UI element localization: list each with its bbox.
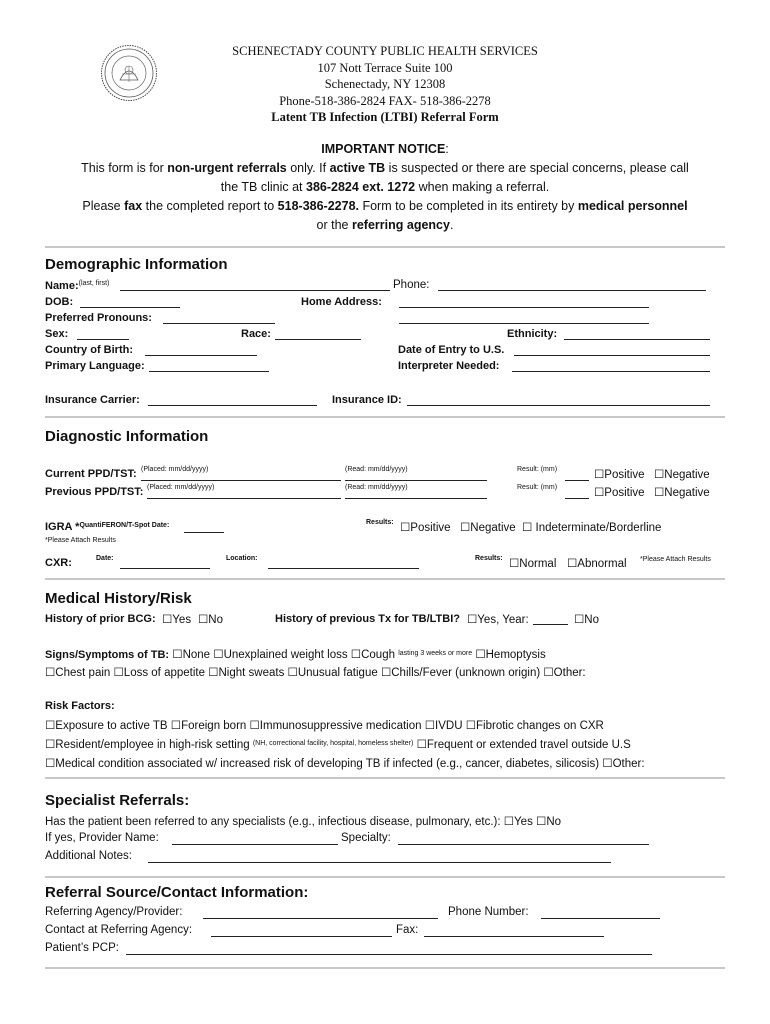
interpreter-field[interactable] — [512, 371, 710, 372]
language-label: Primary Language: — [45, 360, 145, 372]
specialist-question[interactable]: Has the patient been referred to any specialists (e.g., infectious disease, pulmonary, etc.): ☐Yes ☐No — [45, 816, 562, 828]
igra-negative-checkbox[interactable]: ☐Negative — [460, 522, 516, 534]
notice-line-4: or the referring agency. — [316, 218, 454, 232]
current-ppd-label: Current PPD/TST: — [45, 468, 137, 480]
current-negative-checkbox[interactable]: ☐Negative — [654, 469, 710, 481]
previous-read-field[interactable] — [345, 498, 487, 499]
name-field[interactable] — [120, 290, 390, 291]
name-label: Name:$^{(last, first)}$ — [45, 280, 110, 292]
notice-line-3: Please fax the completed report to 518-386-2278. Form to be completed in its entirety by medical personnel — [82, 199, 688, 213]
cxr-attach-note: *Please Attach Results — [640, 556, 711, 563]
signs-line-1: Signs/Symptoms of TB: ☐None ☐Unexplained weight loss ☐Cough $^{lasting 3 weeks or more}$ ☐Hemoptysis — [45, 649, 546, 661]
referring-agency-label: Referring Agency/Provider: — [45, 906, 183, 918]
current-positive-checkbox[interactable]: ☐Positive — [594, 469, 645, 481]
header-org: SCHENECTADY COUNTY PUBLIC HEALTH SERVICES — [232, 44, 538, 58]
tx-yes-checkbox[interactable]: ☐Yes, Year: — [467, 614, 529, 626]
dob-label: DOB: — [45, 296, 74, 308]
phone-field[interactable] — [438, 290, 706, 291]
current-read-hint: (Read: mm/dd/yyyy) — [345, 466, 408, 473]
section-title-medical: Medical History/Risk — [45, 590, 192, 607]
form-title: Latent TB Infection (LTBI) Referral Form — [271, 110, 499, 124]
provider-name-label: If yes, Provider Name: — [45, 832, 159, 844]
header-phone-fax: Phone-518-386-2824 FAX- 518-386-2278 — [279, 94, 491, 108]
insurance-carrier-label: Insurance Carrier: — [45, 394, 140, 406]
section-divider — [45, 777, 725, 779]
cxr-date-label: Date: — [96, 555, 114, 562]
cxr-date-field[interactable] — [120, 568, 210, 569]
entry-date-label: Date of Entry to U.S. — [398, 344, 505, 356]
prev-tx-label: History of previous Tx for TB/LTBI? — [275, 613, 460, 625]
tx-year-field[interactable] — [533, 624, 568, 625]
cxr-normal-checkbox[interactable]: ☐Normal — [509, 558, 557, 570]
igra-label: IGRA *$^{QuantiFERON/T-Spot Date:}$ — [45, 521, 170, 533]
igra-attach-note: *Please Attach Results — [45, 537, 116, 544]
risk-line-2[interactable]: ☐Resident/employee in high-risk setting $^{(NH, correctional facility, hospital, homeless shelter)}$ ☐Frequent or extended travel outside U.S — [45, 739, 631, 751]
previous-positive-checkbox[interactable]: ☐Positive — [594, 487, 645, 499]
race-field[interactable] — [275, 339, 361, 340]
previous-read-hint: (Read: mm/dd/yyyy) — [345, 484, 408, 491]
phone-number-field[interactable] — [541, 918, 660, 919]
previous-negative-checkbox[interactable]: ☐Negative — [654, 487, 710, 499]
referring-agency-field[interactable] — [203, 918, 438, 919]
tx-no-checkbox[interactable]: ☐No — [574, 614, 600, 626]
notes-label: Additional Notes: — [45, 850, 132, 862]
cxr-location-label: Location: — [226, 555, 258, 562]
pcp-label: Patient’s PCP: — [45, 942, 119, 954]
notes-field[interactable] — [148, 862, 611, 863]
ethnicity-field[interactable] — [564, 339, 710, 340]
notice-line-1: This form is for non-urgent referrals only. If active TB is suspected or there are special concerns, please call — [81, 161, 689, 175]
current-read-field[interactable] — [345, 480, 487, 481]
race-label: Race: — [241, 328, 271, 340]
igra-indeterminate-checkbox[interactable]: ☐ Indeterminate/Borderline — [522, 522, 662, 534]
sex-field[interactable] — [77, 339, 129, 340]
risk-line-1[interactable]: ☐Exposure to active TB ☐Foreign born ☐Immunosuppressive medication ☐IVDU ☐Fibrotic changes on CXR — [45, 720, 604, 732]
previous-placed-hint: (Placed: mm/dd/yyyy) — [147, 484, 215, 491]
current-result-field[interactable] — [565, 480, 589, 481]
cxr-location-field[interactable] — [268, 568, 419, 569]
dob-field[interactable] — [80, 307, 180, 308]
section-title-diagnostic: Diagnostic Information — [45, 428, 209, 445]
interpreter-label: Interpreter Needed: — [398, 360, 500, 372]
phone-label: Phone: — [393, 279, 430, 291]
insurance-id-field[interactable] — [407, 405, 710, 406]
section-divider — [45, 876, 725, 878]
insurance-carrier-field[interactable] — [148, 405, 317, 406]
current-result-hint: Result: (mm) — [517, 466, 558, 473]
contact-field[interactable] — [211, 936, 392, 937]
igra-date-field[interactable] — [184, 532, 224, 533]
cxr-results-label: Results: — [475, 555, 503, 562]
cxr-abnormal-checkbox[interactable]: ☐Abnormal — [567, 558, 627, 570]
section-title-referral: Referral Source/Contact Information: — [45, 884, 309, 901]
pronouns-label: Preferred Pronouns: — [45, 312, 152, 324]
fax-field[interactable] — [424, 936, 604, 937]
contact-label: Contact at Referring Agency: — [45, 924, 193, 936]
risk-line-3[interactable]: ☐Medical condition associated w/ increased risk of developing TB if infected (e.g., cancer, diabetes, silicosis) ☐Other: — [45, 758, 645, 770]
notice-title: IMPORTANT NOTICE: — [321, 142, 449, 156]
notice-line-2: the TB clinic at 386-2824 ext. 1272 when making a referral. — [220, 180, 550, 194]
section-divider — [45, 416, 725, 418]
current-placed-hint: (Placed: mm/dd/yyyy) — [141, 466, 209, 473]
pronouns-field[interactable] — [163, 323, 275, 324]
specialty-label: Specialty: — [341, 832, 391, 844]
provider-name-field[interactable] — [172, 844, 338, 845]
signs-line-2[interactable]: ☐Chest pain ☐Loss of appetite ☐Night sweats ☐Unusual fatigue ☐Chills/Fever (unknown origin) ☐Other: — [45, 667, 586, 679]
home-address-field-2[interactable] — [399, 323, 649, 324]
bcg-label: History of prior BCG: — [45, 613, 156, 625]
section-divider — [45, 246, 725, 248]
entry-date-field[interactable] — [514, 355, 710, 356]
igra-results-label: Results: — [366, 519, 394, 526]
risk-label: Risk Factors: — [45, 700, 115, 712]
country-field[interactable] — [145, 355, 257, 356]
section-title-specialist: Specialist Referrals: — [45, 792, 190, 809]
specialty-field[interactable] — [398, 844, 649, 845]
previous-result-field[interactable] — [565, 498, 589, 499]
section-divider — [45, 967, 725, 969]
language-field[interactable] — [149, 371, 269, 372]
header-address1: 107 Nott Terrace Suite 100 — [317, 61, 453, 75]
home-address-field[interactable] — [399, 307, 649, 308]
pcp-field[interactable] — [126, 954, 652, 955]
section-divider — [45, 578, 725, 580]
current-placed-field[interactable] — [141, 480, 341, 481]
section-title-demographic: Demographic Information — [45, 256, 228, 273]
previous-placed-field[interactable] — [147, 498, 341, 499]
insurance-id-label: Insurance ID: — [332, 394, 402, 406]
country-label: Country of Birth: — [45, 344, 133, 356]
cxr-label: CXR: — [45, 557, 72, 569]
previous-ppd-label: Previous PPD/TST: — [45, 486, 144, 498]
bcg-yes-checkbox[interactable]: ☐Yes — [162, 614, 192, 626]
previous-result-hint: Result: (mm) — [517, 484, 558, 491]
sex-label: Sex: — [45, 328, 69, 340]
bcg-no-checkbox[interactable]: ☐No — [198, 614, 224, 626]
header-address2: Schenectady, NY 12308 — [324, 77, 446, 91]
home-address-label: Home Address: — [301, 296, 382, 308]
ethnicity-label: Ethnicity: — [507, 328, 558, 340]
igra-positive-checkbox[interactable]: ☐Positive — [400, 522, 451, 534]
phone-number-label: Phone Number: — [448, 906, 529, 918]
fax-label: Fax: — [396, 924, 419, 936]
